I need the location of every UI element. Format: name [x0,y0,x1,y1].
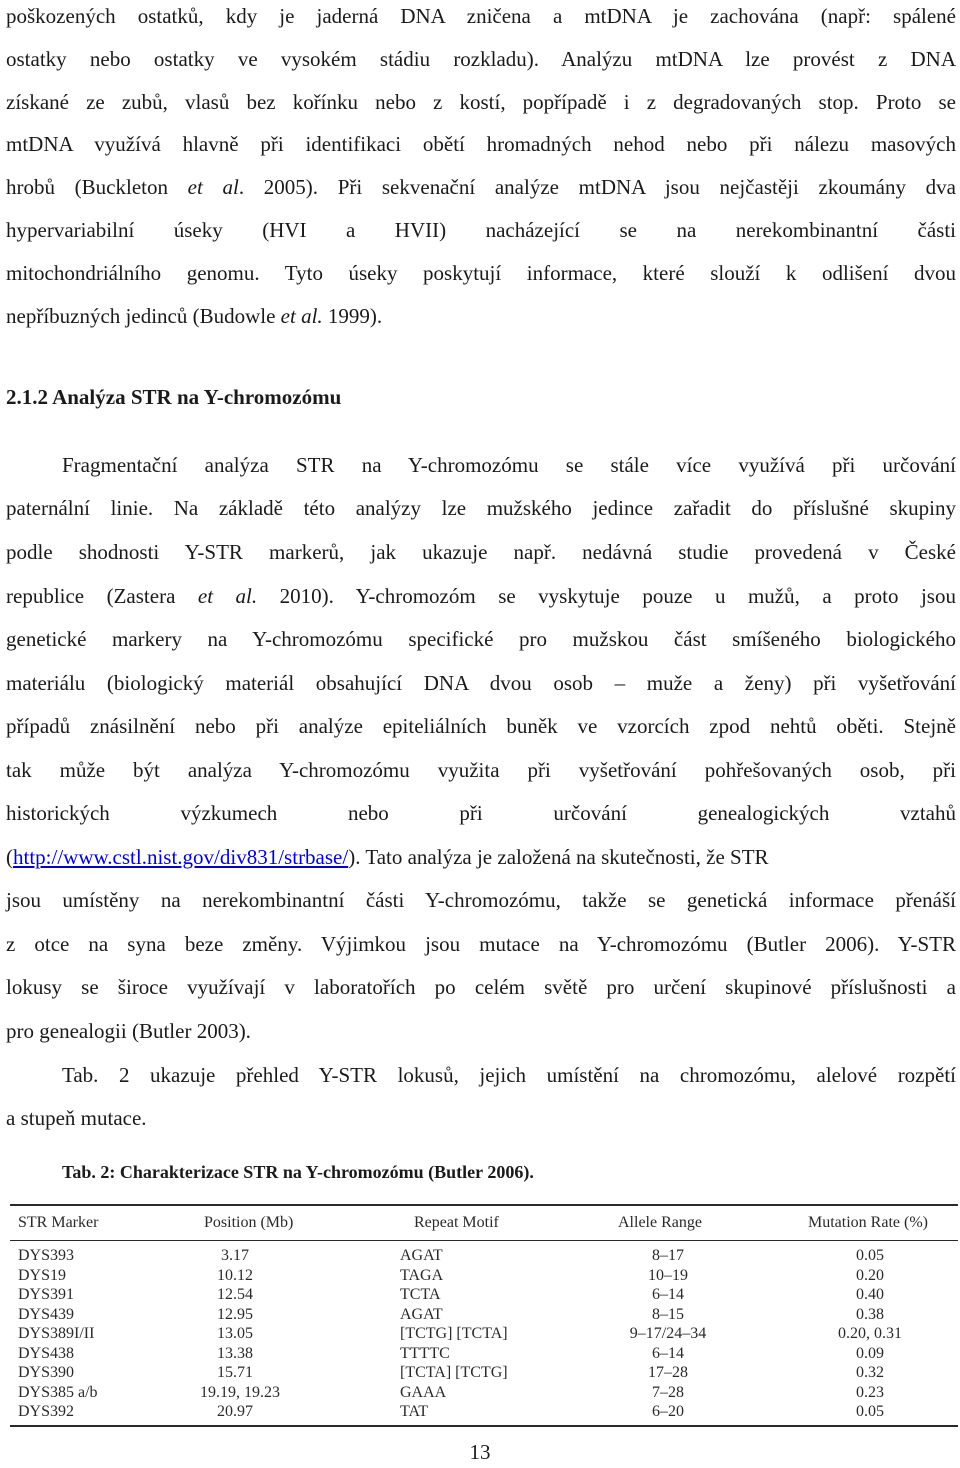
header-mutation-rate: Mutation Rate (%) [808,1214,928,1231]
text-segment: . 2005). Při sekvenační analýze mtDNA jsou nejčastěji zkoumány dva [238,175,956,199]
text-line: materiálu (biologický materiál obsahující DNA dvou osob – muže a ženy) při vyšetřování [6,671,956,695]
text-segment: republice (Zastera [6,584,198,608]
text-line: poškozených ostatků, kdy je jaderná DNA zničena a mtDNA je zachována (např: spálené [6,4,956,28]
cell-mutation-rate: 0.09 [856,1344,884,1362]
cell-position: 12.95 [217,1305,253,1323]
table-caption: Tab. 2: Charakterizace STR na Y-chromozómu (Butler 2006). [62,1162,534,1182]
cell-mutation-rate: 0.05 [856,1403,884,1420]
text-line [6,843,956,871]
header-position: Position (Mb) [204,1214,294,1231]
cell-allele-range: 7–28 [652,1383,684,1401]
table-header-rule [10,1240,958,1241]
text-segment: ). Tato analýza je založená na skutečnosti, že STR [348,845,769,869]
header-allele-range: Allele Range [618,1214,702,1231]
cell-allele-range: 10–19 [648,1266,688,1284]
str-table [10,1204,958,1428]
text-segment: 1999). [322,304,383,328]
text-line: získané ze zubů, vlasů bez kořínku nebo z kostí, popřípadě i z degradovaných stop. Proto se [6,90,956,114]
table-bottom-rule [10,1425,958,1427]
cell-position: 13.05 [217,1325,253,1342]
cell-position: 12.54 [217,1286,253,1303]
text-line: z otce na syna beze změny. Výjimkou jsou mutace na Y-chromozómu (Butler 2006). Y-STR [6,932,956,956]
text-line: mtDNA využívá hlavně při identifikaci obětí hromadných nehod nebo při nálezu masových [6,132,956,156]
cell-allele-range: 6–20 [652,1403,684,1420]
italic-text: et al. [280,304,323,328]
cell-marker: DYS392 [18,1403,75,1420]
cell-allele-range: 9–17/24–34 [629,1325,707,1342]
cell-position: 15.71 [217,1364,253,1381]
cell-mutation-rate: 0.05 [856,1247,884,1264]
cell-position: 3.17 [221,1247,249,1264]
cell-position: 10.12 [217,1266,253,1284]
cell-mutation-rate: 0.32 [856,1364,884,1381]
cell-mutation-rate: 0.40 [856,1286,884,1303]
text-line [6,173,956,201]
page-number: 13 [469,1440,491,1464]
cell-allele-range: 8–15 [652,1305,684,1323]
cell-motif: [TCTG] [TCTA] [400,1325,508,1342]
cell-marker: DYS19 [18,1266,67,1284]
text-line [6,582,956,610]
cell-marker: DYS390 [18,1364,75,1381]
cell-marker: DYS385 a/b [18,1383,98,1401]
header-repeat-motif: Repeat Motif [414,1214,499,1231]
section-heading: 2.1.2 Analýza STR na Y-chromozómu [6,385,342,409]
cell-allele-range: 17–28 [648,1364,688,1381]
cell-motif: AGAT [400,1305,443,1323]
cell-position: 19.19, 19.23 [200,1383,280,1401]
text-segment: ( [6,845,13,869]
cell-motif: TAT [400,1403,429,1420]
cell-mutation-rate: 0.23 [856,1383,884,1401]
text-line [6,302,956,330]
cell-mutation-rate: 0.20, 0.31 [838,1325,902,1342]
cell-position: 20.97 [217,1403,253,1420]
text-line: paternální linie. Na základě této analýzy lze mužského jedince zařadit do příslušné skupiny [6,496,956,520]
text-line: ostatky nebo ostatky ve vysokém stádiu rozkladu). Analýzu mtDNA lze provést z DNA [6,47,956,71]
cell-motif: [TCTA] [TCTG] [400,1364,508,1381]
italic-text: et al [187,175,239,199]
text-segment: nepříbuzných jedinců (Budowle [6,304,281,328]
cell-mutation-rate: 0.20 [856,1266,884,1284]
cell-motif: AGAT [400,1247,443,1264]
text-line: případů znásilnění nebo při analýze epiteliálních buněk ve vzorcích zpod nehtů oběti. Stejně [6,714,956,738]
text-line: genetické markery na Y-chromozómu specifické pro mužskou část smíšeného biologického [6,627,956,651]
cell-marker: DYS389I/II [18,1325,95,1342]
cell-allele-range: 6–14 [652,1344,684,1362]
cell-position: 13.38 [217,1344,253,1362]
strbase-link[interactable]: http://www.cstl.nist.gov/div831/strbase/ [13,845,349,869]
cell-motif: TTTTC [400,1344,450,1362]
text-line: lokusy se široce využívají v laboratořích po celém světě pro určení skupinové příslušnosti a [6,975,956,999]
cell-motif: TCTA [400,1286,441,1303]
cell-mutation-rate: 0.38 [856,1305,884,1323]
cell-marker: DYS391 [18,1286,75,1303]
cell-marker: DYS438 [18,1344,75,1362]
text-line: Tab. 2 ukazuje přehled Y-STR lokusů, jejich umístění na chromozómu, alelové rozpětí [62,1063,956,1087]
cell-motif: GAAA [400,1383,447,1401]
cell-marker: DYS393 [18,1247,75,1264]
text-line: mitochondriálního genomu. Tyto úseky poskytují informace, které slouží k odlišení dvou [6,261,956,285]
header-str-marker: STR Marker [18,1214,99,1231]
cell-allele-range: 6–14 [652,1286,684,1303]
text-line: jsou umístěny na nerekombinantní části Y-chromozómu, takže se genetická informace přenáší [6,888,956,912]
text-line: podle shodnosti Y-STR markerů, jak ukazuje např. nedávná studie provedená v České [6,540,956,564]
text-line: hypervariabilní úseky (HVI a HVII) nacházející se na nerekombinantní části [6,218,956,242]
text-segment: hrobů (Buckleton [6,175,188,199]
text-segment: 2010). Y-chromozóm se vyskytuje pouze u mužů, a proto jsou [257,584,956,608]
cell-motif: TAGA [400,1266,444,1284]
text-line: Fragmentační analýza STR na Y-chromozómu se stále více využívá při určování [62,453,956,477]
table-top-rule [10,1204,958,1206]
text-line: a stupeň mutace. [6,1106,147,1130]
cell-marker: DYS439 [18,1305,75,1323]
text-line: pro genealogii (Butler 2003). [6,1019,251,1043]
text-line: tak může být analýza Y-chromozómu využita při vyšetřování pohřešovaných osob, při [6,758,956,782]
text-line: historických výzkumech nebo při určování genealogických vztahů [6,801,956,825]
italic-text: et al. [197,584,258,608]
cell-allele-range: 8–17 [652,1247,684,1264]
